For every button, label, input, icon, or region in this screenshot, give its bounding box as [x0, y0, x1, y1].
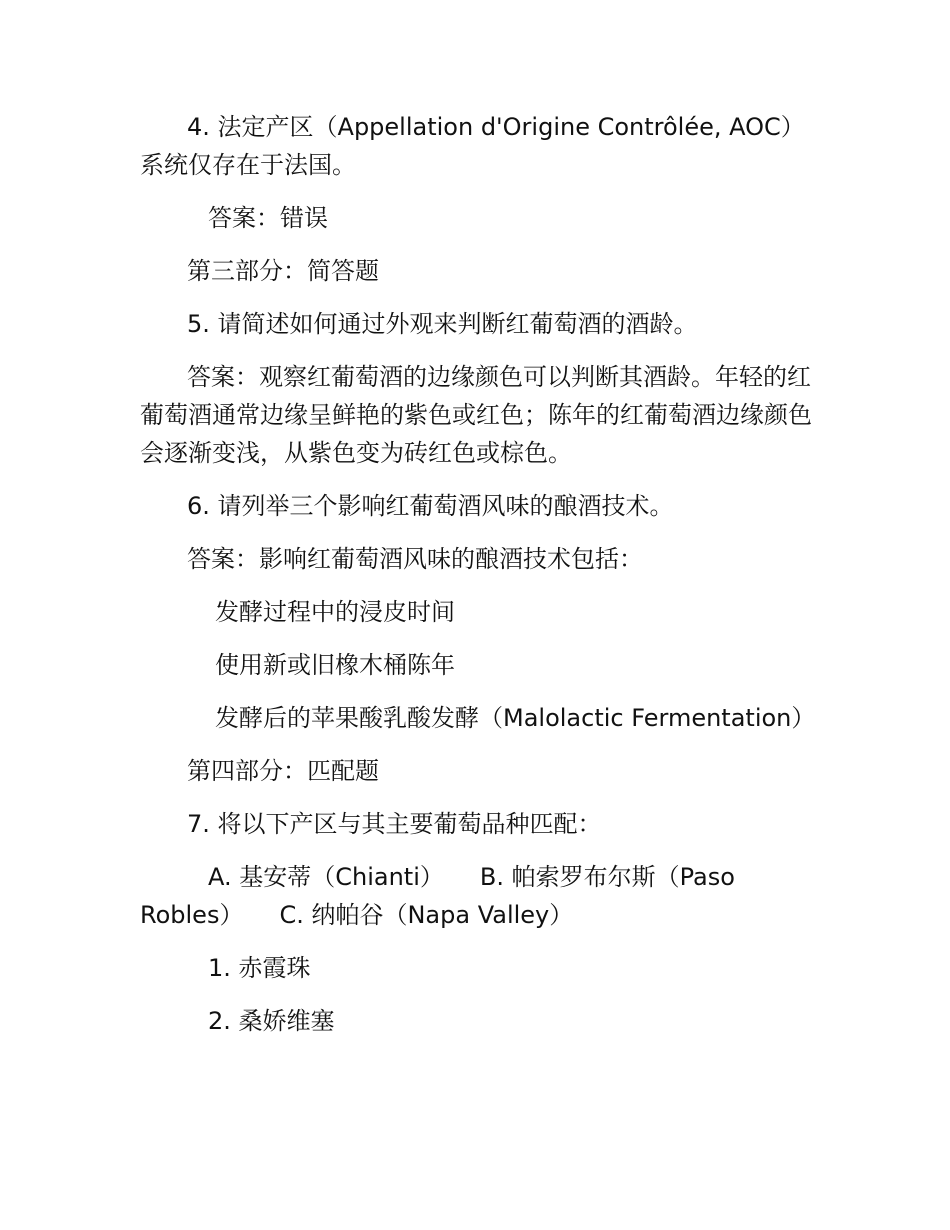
answer-6-item-1: 发酵过程中的浸皮时间 — [215, 598, 455, 626]
section-3-heading: 第三部分：简答题 — [187, 257, 379, 285]
matching-regions: A. 基安蒂（Chianti） B. 帕索罗布尔斯（Paso Robles） C. 纳帕谷（Napa Valley） — [140, 863, 735, 929]
answer-6-item-2: 使用新或旧橡木桶陈年 — [215, 651, 455, 679]
matching-option-2: 2. 桑娇维塞 — [208, 1007, 335, 1035]
answer-5: 答案：观察红葡萄酒的边缘颜色可以判断其酒龄。年轻的红葡萄酒通常边缘呈鲜艳的紫色或红色；陈年的红葡萄酒边缘颜色会逐渐变浅，从紫色变为砖红色或棕色。 — [140, 363, 812, 467]
section-4-heading: 第四部分：匹配题 — [187, 757, 379, 785]
answer-6-item-3: 发酵后的苹果酸乳酸发酵（Malolactic Fermentation） — [215, 704, 816, 732]
document-body — [140, 108, 820, 1055]
question-6: 6. 请列举三个影响红葡萄酒风味的酿酒技术。 — [187, 492, 674, 520]
question-5: 5. 请简述如何通过外观来判断红葡萄酒的酒龄。 — [187, 310, 698, 338]
answer-4: 答案：错误 — [208, 204, 328, 232]
question-4: 4. 法定产区（Appellation d'Origine Contrôlée, AOC）系统仅存在于法国。 — [140, 113, 805, 179]
question-7: 7. 将以下产区与其主要葡萄品种匹配： — [187, 810, 602, 838]
matching-option-1: 1. 赤霞珠 — [208, 954, 311, 982]
answer-6-intro: 答案：影响红葡萄酒风味的酿酒技术包括： — [187, 545, 643, 573]
